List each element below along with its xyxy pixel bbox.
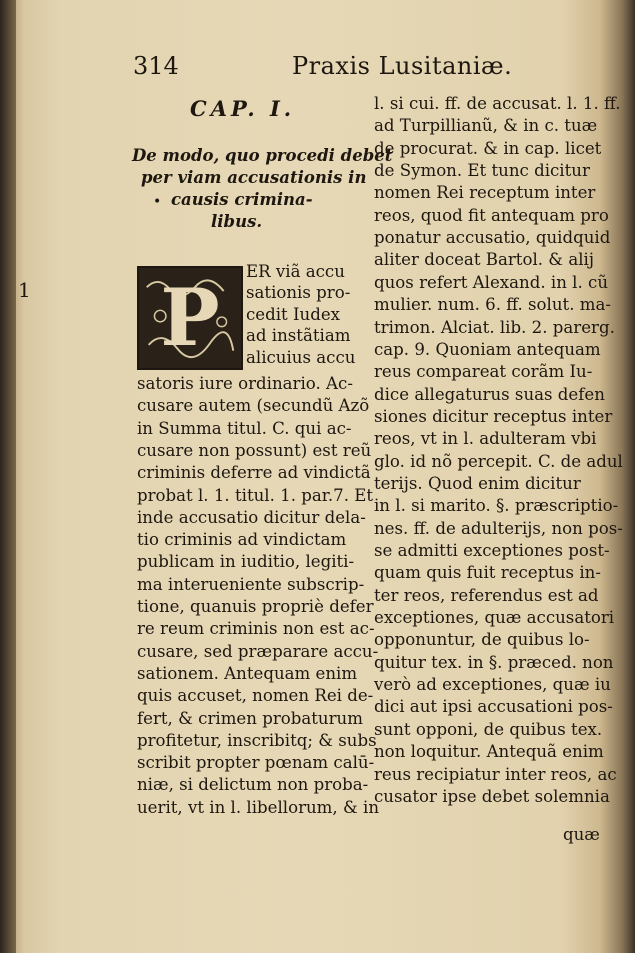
- text-line: reos, quod fit antequam pro: [374, 205, 609, 225]
- text-line: inde accusatio dicitur dela-: [137, 507, 366, 527]
- text-line: criminis deferre ad vindictã: [137, 463, 371, 483]
- text-line: in Summa titul. C. qui ac-: [137, 418, 352, 438]
- text-line: verò ad exceptiones, quæ iu: [374, 675, 611, 695]
- text-line: uerit, vt in l. libellorum, & in: [137, 797, 380, 817]
- text-line: opponuntur, de quibus lo-: [374, 630, 590, 650]
- text-line: niæ, si delictum non proba-: [137, 775, 369, 795]
- ornament-dot: •: [153, 194, 162, 210]
- text-line: de procurat. & in cap. licet: [374, 138, 602, 158]
- text-line: scribit propter pœnam calū-: [137, 753, 375, 773]
- text-line: ad instãtiam: [246, 326, 351, 346]
- catchword: quæ: [563, 825, 600, 844]
- text-line: profitetur, inscribitq; & subs: [137, 730, 377, 750]
- text-line: terijs. Quod enim dicitur: [374, 473, 581, 493]
- text-line: ponatur accusatio, quidquid: [374, 228, 611, 248]
- text-line: satoris iure ordinario. Ac-: [137, 374, 353, 393]
- title-line: causis crimina-: [171, 190, 313, 209]
- text-line: siones dicitur receptus inter: [374, 406, 613, 426]
- page-number: 314: [133, 52, 179, 80]
- text-line: ER viã accu: [246, 262, 345, 281]
- text-line: sationis pro-: [246, 283, 351, 303]
- decorated-initial-svg: [139, 268, 241, 368]
- book-gutter: [0, 0, 16, 953]
- text-line: de Symon. Et tunc dicitur: [374, 161, 590, 181]
- text-line: quam quis fuit receptus in-: [374, 563, 601, 583]
- margin-number: 1: [18, 278, 31, 302]
- chapter-heading: CAP. I.: [190, 96, 296, 121]
- text-line: in l. si marito. §. præscriptio-: [374, 496, 619, 516]
- text-line: alicuius accu: [246, 347, 356, 367]
- text-line: glo. id nõ percepit. C. de adul: [374, 451, 623, 471]
- text-line: exceptiones, quæ accusatori: [374, 608, 615, 628]
- text-line: sunt opponi, de quibus tex.: [374, 719, 603, 739]
- text-line: se admitti exceptiones post-: [374, 541, 610, 560]
- title-line: per viam accusationis in: [141, 168, 367, 187]
- text-line: tio criminis ad vindictam: [137, 530, 347, 550]
- text-line: reus compareat corãm Iu-: [374, 362, 593, 382]
- text-line: dice allegaturus suas defen: [374, 384, 605, 404]
- text-line: nomen Rei receptum inter: [374, 183, 596, 203]
- text-line: cusare autem (secundũ Azõ: [137, 396, 370, 416]
- text-line: cap. 9. Quoniam antequam: [374, 339, 601, 359]
- text-line: non loquitur. Antequã enim: [374, 742, 604, 762]
- text-line: publicam in iuditio, legiti-: [137, 552, 355, 572]
- text-line: fert, & crimen probaturum: [137, 708, 363, 728]
- text-line: quis accuset, nomen Rei de-: [137, 686, 374, 706]
- text-line: trimon. Alciat. lib. 2. parerg.: [374, 317, 615, 337]
- text-line: ma interueniente subscrip-: [137, 574, 365, 594]
- text-line: reus recipiatur inter reos, ac: [374, 764, 617, 784]
- text-line: sationem. Antequam enim: [137, 663, 358, 683]
- text-line: tione, quanuis propriè defer: [137, 597, 374, 616]
- text-line: quitur tex. in §. præced. non: [374, 652, 614, 672]
- text-line: aliter doceat Bartol. & alij: [374, 250, 594, 270]
- text-line: cusator ipse debet solemnia: [374, 786, 610, 806]
- decorated-initial: [137, 266, 243, 370]
- text-line: cusare non possunt) est reũ: [137, 440, 372, 460]
- title-line: libus.: [211, 212, 263, 231]
- text-line: cedit Iudex: [246, 304, 341, 324]
- title-line: De modo, quo procedi debet: [132, 146, 393, 165]
- text-line: ad Turpillianũ, & in c. tuæ: [374, 116, 598, 136]
- text-line: probat l. 1. titul. 1. par.7. Et: [137, 485, 374, 505]
- text-line: l. si cui. ff. de accusat. l. 1. ff.: [374, 94, 621, 113]
- text-line: dici aut ipsi accusationi pos-: [374, 697, 613, 717]
- running-title: Praxis Lusitaniæ.: [292, 52, 513, 80]
- text-line: mulier. num. 6. ff. solut. ma-: [374, 295, 611, 315]
- initial-letter: P: [160, 270, 220, 364]
- text-line: cusare, sed præparare accu-: [137, 641, 379, 661]
- text-line: quos refert Alexand. in l. cũ: [374, 272, 609, 292]
- text-line: nes. ff. de adulterijs, non pos-: [374, 518, 623, 538]
- text-line: ter reos, referendus est ad: [374, 585, 599, 605]
- text-line: re reum criminis non est ac-: [137, 619, 375, 639]
- text-line: reos, vt in l. adulteram vbi: [374, 429, 597, 449]
